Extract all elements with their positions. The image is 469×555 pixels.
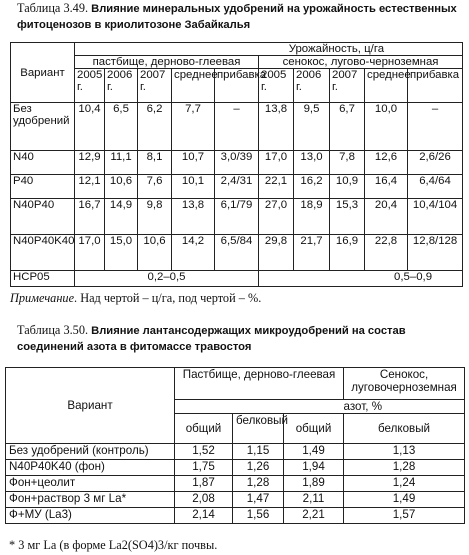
col-variant-header: Вариант <box>11 43 75 103</box>
value-cell: 1,28 <box>233 476 284 492</box>
value-cell: 1,47 <box>233 492 284 508</box>
value-cell: 20,4 <box>365 199 408 235</box>
variant-cell: P40 <box>11 175 75 199</box>
table-row <box>6 492 465 508</box>
value-cell: 7,8 <box>330 151 365 175</box>
variant-cell: Фон+цеолит <box>6 476 175 492</box>
hcp-hayfield: 0,5–0,9 <box>259 271 463 287</box>
variant-cell: N40P40 <box>11 199 75 235</box>
note-text: . Над чертой – ц/га, под чертой – %. <box>74 291 262 305</box>
value-cell: 1,57 <box>344 508 465 524</box>
table-row <box>11 271 463 287</box>
value-cell: 2,11 <box>284 492 344 508</box>
year-header: 2007 г. <box>330 69 365 103</box>
value-cell: 1,26 <box>233 460 284 476</box>
gain-header: прибавка <box>215 69 259 103</box>
group-pasture-header: Пастбище, дерново-глеевая <box>175 368 344 400</box>
table-row <box>6 460 465 476</box>
variant-cell: N40P40K40 <box>11 235 75 271</box>
total-n-header: общий <box>284 414 344 444</box>
value-cell: 18,9 <box>294 199 330 235</box>
table1-caption-number: Таблица 3.49. <box>17 1 89 15</box>
value-cell: 10,4 <box>75 103 105 151</box>
value-cell: 13,0 <box>294 151 330 175</box>
value-cell: 1,13 <box>344 444 465 460</box>
value-cell: 6,7 <box>330 103 365 151</box>
variant-cell: Без удобрений <box>11 103 75 151</box>
value-cell: 9,5 <box>294 103 330 151</box>
value-cell: 1,49 <box>284 444 344 460</box>
year-header: 2005 г. <box>75 69 105 103</box>
year-header: 2006 г. <box>294 69 330 103</box>
note-label: Примечание <box>10 291 75 305</box>
value-cell: 29,8 <box>259 235 294 271</box>
value-cell: 1,24 <box>344 476 465 492</box>
value-cell: 8,1 <box>138 151 172 175</box>
value-cell: 13,8 <box>172 199 215 235</box>
variant-cell: N40 <box>11 151 75 175</box>
value-cell: 10,6 <box>138 235 172 271</box>
value-cell: 27,0 <box>259 199 294 235</box>
table1-caption <box>17 1 462 33</box>
value-cell: 2,6/26 <box>408 151 463 175</box>
value-cell: 16,2 <box>294 175 330 199</box>
value-cell: 7,7 <box>172 103 215 151</box>
value-cell: 22,1 <box>259 175 294 199</box>
value-cell: 1,87 <box>175 476 233 492</box>
value-cell: 17,0 <box>75 235 105 271</box>
value-cell: 12,6 <box>365 151 408 175</box>
value-cell: 9,8 <box>138 199 172 235</box>
value-cell: 1,15 <box>233 444 284 460</box>
year-header: 2005 г. <box>259 69 294 103</box>
table1-note <box>10 291 261 306</box>
group-hayfield-header: сенокос, лугово-черноземная <box>259 56 463 69</box>
value-cell: 7,6 <box>138 175 172 199</box>
value-cell: 21,7 <box>294 235 330 271</box>
value-cell: 12,1 <box>75 175 105 199</box>
hcp-label: НСР05 <box>11 271 75 287</box>
value-cell: 1,89 <box>284 476 344 492</box>
value-cell: 16,4 <box>365 175 408 199</box>
yield-table <box>10 42 463 287</box>
value-cell: 10,4/104 <box>408 199 463 235</box>
variant-cell: Фон+раствор 3 мг La* <box>6 492 175 508</box>
col-yield-header: Урожайность, ц/га <box>75 43 463 56</box>
table-row <box>11 175 463 199</box>
value-cell: 2,21 <box>284 508 344 524</box>
value-cell: 6,5 <box>105 103 138 151</box>
value-cell: 10,1 <box>172 175 215 199</box>
value-cell: 11,1 <box>105 151 138 175</box>
gain-header: прибавка <box>408 69 463 103</box>
value-cell: – <box>408 103 463 151</box>
value-cell: 12,8/128 <box>408 235 463 271</box>
year-header: 2007 г. <box>138 69 172 103</box>
value-cell: 10,0 <box>365 103 408 151</box>
col-variant-header: Вариант <box>6 368 175 444</box>
value-cell: 10,6 <box>105 175 138 199</box>
value-cell: 2,4/31 <box>215 175 259 199</box>
value-cell: 2,08 <box>175 492 233 508</box>
value-cell: 1,49 <box>344 492 465 508</box>
group-hayfield-header: Сенокос, луговочерноземная <box>344 368 465 400</box>
value-cell: 6,4/64 <box>408 175 463 199</box>
nitrogen-table <box>5 367 465 524</box>
value-cell: 14,2 <box>172 235 215 271</box>
table-row <box>6 444 465 460</box>
table-row <box>11 235 463 271</box>
total-n-header: общий <box>175 414 233 444</box>
variant-cell: N40P40K40 (фон) <box>6 460 175 476</box>
value-cell: 14,9 <box>105 199 138 235</box>
value-cell: 22,8 <box>365 235 408 271</box>
group-pasture-header: пастбище, дерново-глеевая <box>75 56 259 69</box>
table-row <box>6 476 465 492</box>
value-cell: 1,56 <box>233 508 284 524</box>
table2-footnote: * 3 мг La (в форме La2(SO4)3/кг почвы. <box>9 538 218 552</box>
table-row <box>11 103 463 151</box>
year-header: 2006 г. <box>105 69 138 103</box>
variant-cell: Без удобрений (контроль) <box>6 444 175 460</box>
hcp-pasture: 0,2–0,5 <box>75 271 259 287</box>
value-cell: 15,3 <box>330 199 365 235</box>
table2-caption-number: Таблица 3.50. <box>17 323 89 337</box>
table2-caption-title: Влияние лантансодержащих микроудобрений на состав соединений азота в фитомассе травостоя <box>17 325 406 353</box>
protein-n-header: белковый <box>233 414 284 444</box>
value-cell: 16,9 <box>330 235 365 271</box>
mean-header: среднее <box>172 69 215 103</box>
value-cell: 6,1/79 <box>215 199 259 235</box>
table-row <box>11 199 463 235</box>
value-cell: 10,9 <box>330 175 365 199</box>
value-cell: 6,5/84 <box>215 235 259 271</box>
variant-cell: Ф+МУ (La3) <box>6 508 175 524</box>
mean-header: среднее <box>365 69 408 103</box>
value-cell: 16,7 <box>75 199 105 235</box>
value-cell: 1,52 <box>175 444 233 460</box>
protein-n-header: белковый <box>344 414 465 444</box>
table-row <box>6 508 465 524</box>
value-cell: 1,94 <box>284 460 344 476</box>
value-cell: 6,2 <box>138 103 172 151</box>
value-cell: – <box>215 103 259 151</box>
value-cell: 1,75 <box>175 460 233 476</box>
table2-caption <box>17 323 462 355</box>
value-cell: 13,8 <box>259 103 294 151</box>
value-cell: 12,9 <box>75 151 105 175</box>
value-cell: 1,28 <box>344 460 465 476</box>
value-cell: 10,7 <box>172 151 215 175</box>
value-cell: 15,0 <box>105 235 138 271</box>
value-cell: 2,14 <box>175 508 233 524</box>
table-row <box>11 151 463 175</box>
value-cell: 3,0/39 <box>215 151 259 175</box>
value-cell: 17,0 <box>259 151 294 175</box>
nitrogen-header: азот, % <box>175 400 465 414</box>
table1-caption-title: Влияние минеральных удобрений на урожайность естественных фитоценозов в криолитозоне Забайкалья <box>17 3 457 31</box>
